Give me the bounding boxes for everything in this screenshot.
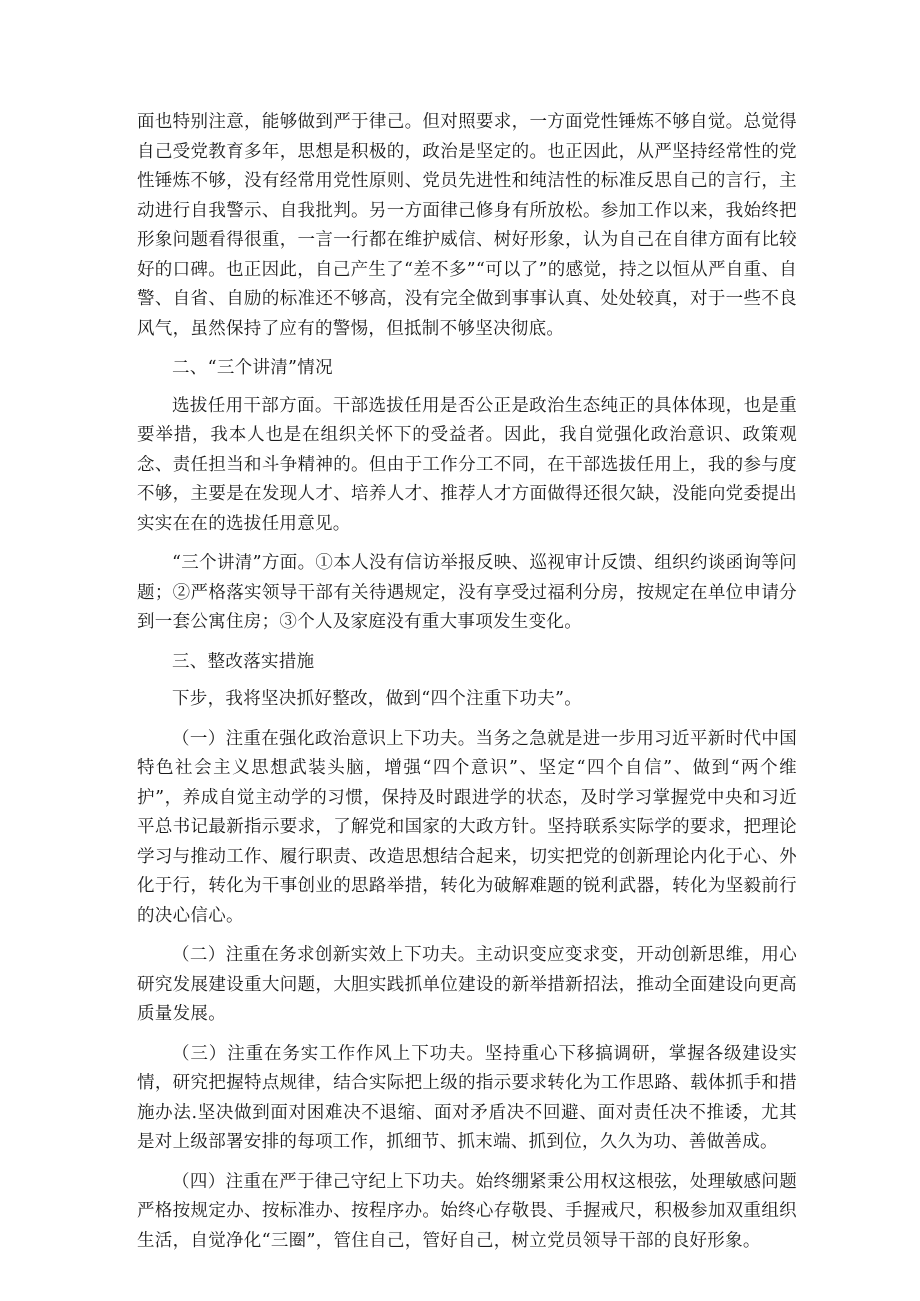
paragraph-self-discipline: 面也特别注意，能够做到严于律己。但对照要求，一方面党性锤炼不够自觉。总觉得自己受党教育多年，思想是积极的，政治是坚定的。也正因此，从严坚持经常性的党性锤炼不够，没有经常用党性原则、党员先进性和纯洁性的标准反思自己的言行，主动进行自我警示、自我批判。另一方面律己修身有所放松。参加工作以来，我始终把形象问题看得很重，一言一行都在维护威信、树好形象，认为自己在自律方面有比较好的口碑。也正因此，自己产生了“差不多”“可以了”的感觉，持之以恒从严自重、自警、自省、自励的标准还不够高，没有完全做到事事认真、处处较真，对于一些不良风气，虽然保持了应有的警惕，但抵制不够坚决彻底。 (137, 112, 797, 339)
document-body (137, 108, 797, 1266)
paragraph-cadre-selection: 选拔任用干部方面。干部选拔任用是否公正是政治生态纯正的具体体现，也是重要举措，我本人也是在组织关怀下的受益者。因此，我自觉强化政治意识、政策观念、责任担当和斗争精神的。但由于工作分工不同，在干部选拔任用上，我的参与度不够，主要是在发现人才、培养人才、推荐人才方面做得还很欠缺，没能向党委提出实实在在的选拔任用意见。 (137, 395, 797, 534)
paragraph-next-steps: 下步，我将坚决抓好整改，做到“四个注重下功夫”。 (172, 689, 583, 709)
paragraph-measure-2: （二）注重在务求创新实效上下功夫。主动识变应变求变，开动创新思维，用心研究发展建设重大问题，大胆实践抓单位建设的新举措新招法，推动全面建设向更高质量发展。 (137, 945, 797, 1024)
section-heading-three-clarifications: 二、“三个讲清”情况 (172, 358, 333, 378)
paragraph-three-clarifications: “三个讲清”方面。①本人没有信访举报反映、巡视审计反馈、组织约谈函询等问题；②严格落实领导干部有关待遇规定，没有享受过福利分房，按规定在单位申请分到一套公寓住房；③个人及家庭没有重大事项发生变化。 (137, 553, 797, 632)
paragraph-measure-1: （一）注重在强化政治意识上下功夫。当务之急就是进一步用习近平新时代中国特色社会主义思想武装头脑，增强“四个意识”、坚定“四个自信”、做到“两个维护”，养成自觉主动学的习惯，保持及时跟进学的状态，及时学习掌握党中央和习近平总书记最新指示要求，了解党和国家的大政方针。坚持联系实际学的要求，把理论学习与推动工作、履行职责、改造思想结合起来，切实把党的创新理论内化于心、外化于行，转化为干事创业的思路举措，转化为破解难题的锐利武器，转化为坚毅前行的决心信心。 (137, 728, 797, 926)
paragraph-measure-4: （四）注重在严于律己守纪上下功夫。始终绷紧秉公用权这根弦，处理敏感问题严格按规定办、按标准办、按程序办。始终心存敬畏、手握戒尺，积极参加双重组织生活，自觉净化“三圈”，管住自己，管好自己，树立党员领导干部的良好形象。 (137, 1171, 797, 1251)
paragraph-measure-3: （三）注重在务实工作作风上下功夫。坚持重心下移搞调研，掌握各级建设实情，研究把握特点规律，结合实际把上级的指示要求转化为工作思路、载体抓手和措施办法.坚决做到面对困难决不退缩、面对矛盾决不回避、面对责任决不推诿，尤其是对上级部署安排的每项工作，抓细节、抓末端、抓到位，久久为功、善做善成。 (137, 1043, 797, 1152)
section-heading-rectification: 三、整改落实措施 (172, 651, 315, 672)
